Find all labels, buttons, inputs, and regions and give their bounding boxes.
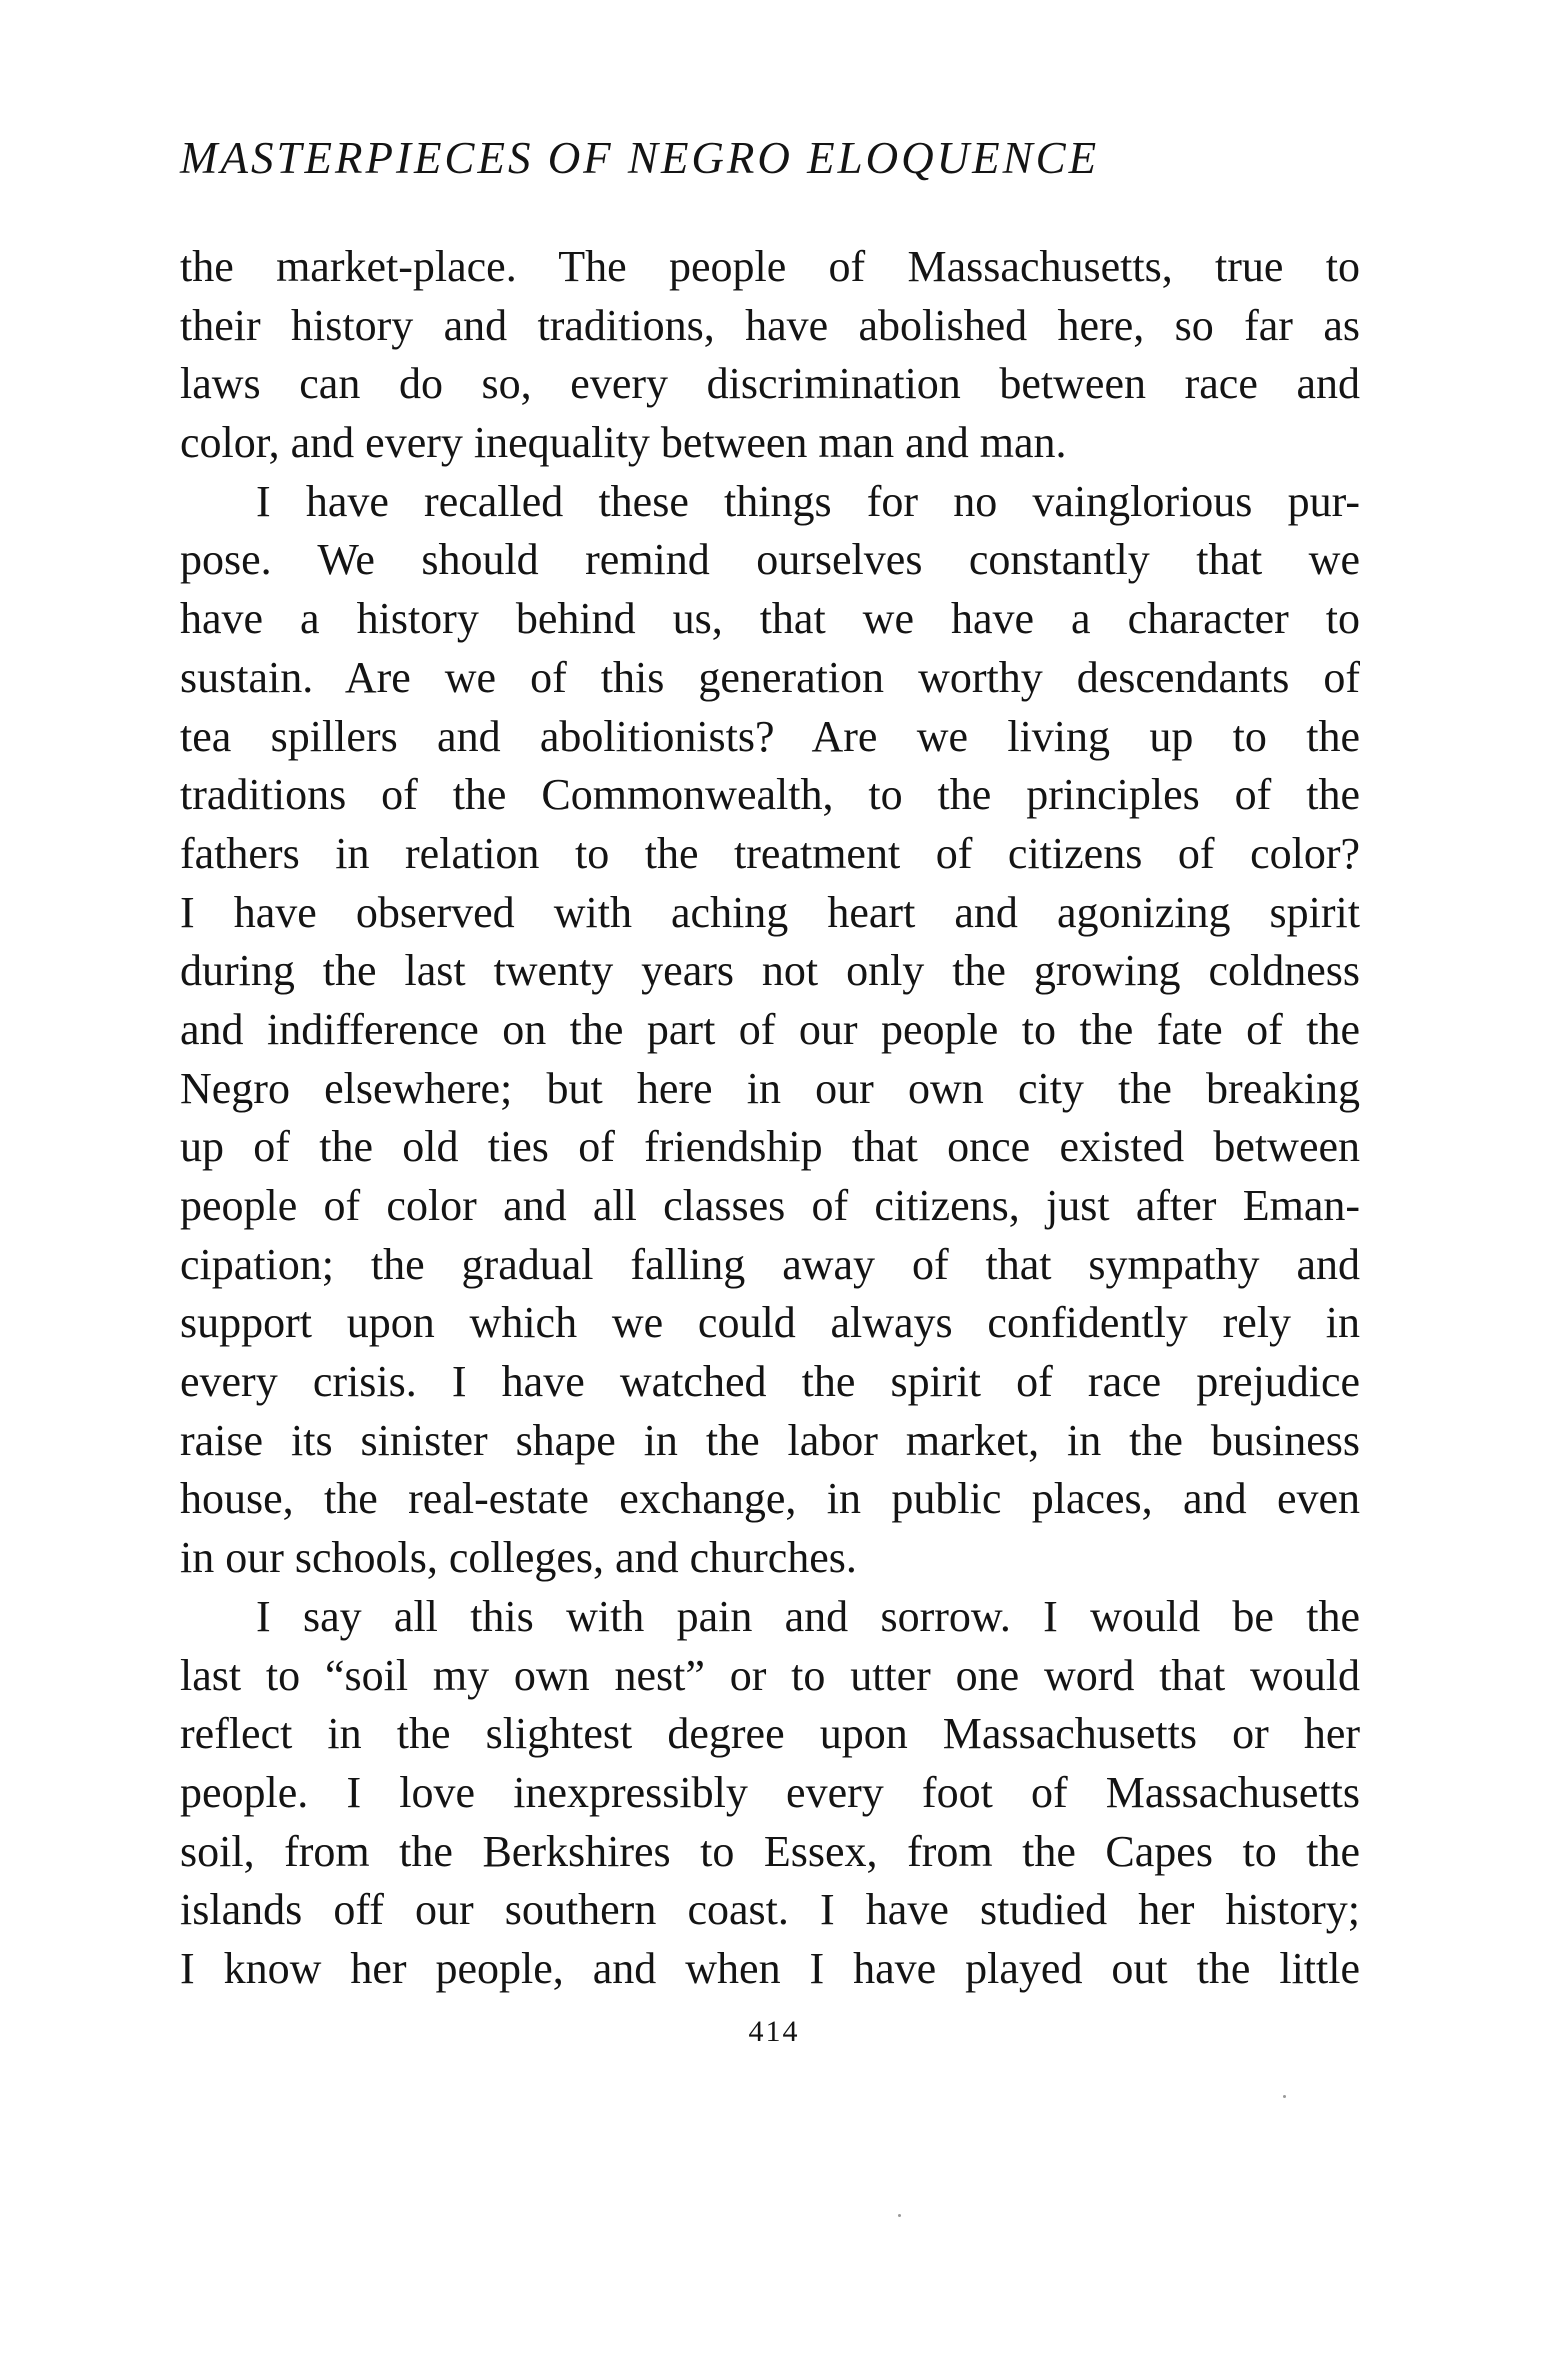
text-line: and indifference on the part of our people to the fate of the [180,1004,1360,1054]
paragraph-start-line: I say all this with pain and sorrow. I would be the [256,1591,1360,1641]
page-number: 414 [748,2015,800,2048]
text-line: reflect in the slightest degree upon Massachusetts or her [180,1709,1360,1759]
text-line: pose. We should remind ourselves constantly that we [180,535,1360,585]
body-text [180,238,1360,1999]
text-line: I know her people, and when I have played out the little [180,1943,1360,1993]
text-line: color, and every inequality between man and man. [180,418,1067,468]
text-line: people of color and all classes of citizens, just after Eman- [180,1181,1360,1230]
text-line: soil, from the Berkshires to Essex, from the Capes to the [180,1826,1360,1876]
paragraph-start-line: I have recalled these things for no vainglorious pur- [256,476,1360,526]
text-line: traditions of the Commonwealth, to the principles of the [180,770,1360,820]
text-line: sustain. Are we of this generation worthy descendants of [180,652,1360,702]
text-line: fathers in relation to the treatment of citizens of color? [180,828,1360,878]
text-line: up of the old ties of friendship that once existed between [180,1122,1360,1172]
text-line: last to “soil my own nest” or to utter one word that would [180,1650,1360,1700]
paper-speck [1283,2095,1286,2098]
text-line: cipation; the gradual falling away of that sympathy and [180,1239,1360,1289]
text-line: house, the real-estate exchange, in public places, and even [180,1474,1360,1524]
text-line: I have observed with aching heart and agonizing spirit [180,887,1360,937]
text-line: during the last twenty years not only the growing coldness [180,946,1360,996]
text-line: every crisis. I have watched the spirit of race prejudice [180,1357,1360,1407]
text-line: people. I love inexpressibly every foot of Massachusetts [180,1767,1360,1817]
text-line: Negro elsewhere; but here in our own city the breaking [180,1063,1360,1113]
text-line: islands off our southern coast. I have studied her history; [180,1885,1360,1935]
text-line: have a history behind us, that we have a character to [180,594,1360,644]
text-line: the market-place. The people of Massachusetts, true to [180,242,1360,291]
text-line: tea spillers and abolitionists? Are we living up to the [180,711,1360,761]
text-line: their history and traditions, have abolished here, so far as [180,300,1360,350]
text-line: raise its sinister shape in the labor market, in the business [180,1415,1360,1465]
running-head: MASTERPIECES OF NEGRO ELOQUENCE [180,133,1100,183]
text-line: laws can do so, every discrimination between race and [180,359,1360,409]
text-line: support upon which we could always confidently rely in [180,1298,1360,1348]
paper-speck [898,2214,901,2217]
text-line: in our schools, colleges, and churches. [180,1533,857,1583]
